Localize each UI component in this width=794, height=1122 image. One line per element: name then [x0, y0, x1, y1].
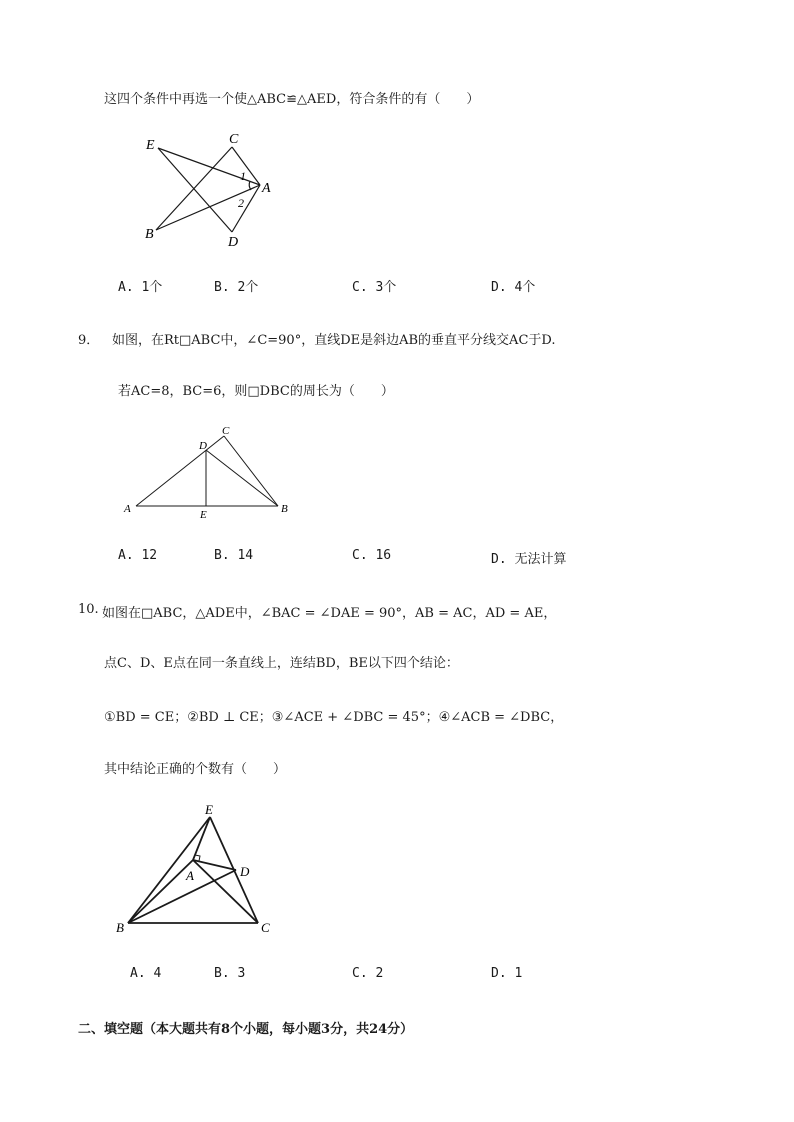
- q9-label-c: C: [222, 425, 230, 437]
- q9-figure: [118, 420, 298, 525]
- q10-stem-line4: 其中结论正确的个数有（ ）: [104, 762, 287, 777]
- q10-label-e: E: [205, 802, 213, 817]
- q8-figure: [140, 128, 290, 253]
- q10-option-b: B. 3: [214, 966, 246, 981]
- q10-label-c: C: [261, 920, 270, 935]
- q10-option-c: C. 2: [352, 966, 384, 981]
- q9-label-e: E: [200, 509, 207, 521]
- q10-stem-line3: ①BD = CE；②BD ⊥ CE；③∠ACE + ∠DBC = 45°；④∠ACB = ∠DBC，: [104, 710, 564, 725]
- q9-option-d: D. 无法计算: [491, 552, 567, 567]
- q8-label-e: E: [146, 138, 155, 153]
- q9-label-d: D: [199, 440, 207, 452]
- q9-stem-line1: 如图，在Rt□ABC中，∠C=90°，直线DE是斜边AB的垂直平分线交AC于D.: [112, 333, 556, 348]
- q10-option-a: A. 4: [130, 966, 162, 981]
- q10-stem-line2: 点C、D、E点在同一条直线上，连结BD，BE以下四个结论：: [104, 656, 459, 671]
- q9-option-a: A. 12: [118, 548, 158, 563]
- q9-label-b: B: [281, 503, 288, 515]
- q9-option-b: B. 14: [214, 548, 254, 563]
- q8-label-d: D: [228, 235, 239, 250]
- q9-stem-line2: 若AC=8，BC=6，则□DBC的周长为（ ）: [118, 384, 394, 399]
- q8-label-c: C: [229, 132, 239, 147]
- q10-label-d: D: [240, 864, 250, 879]
- q10-figure: [112, 798, 282, 938]
- q8-option-d: D. 4个: [491, 280, 536, 295]
- q10-option-d: D. 1: [491, 966, 523, 981]
- section2-heading: 二、填空题（本大题共有8个小题，每小题3分，共24分）: [78, 1022, 414, 1037]
- q8-label-angle1: 1: [240, 169, 246, 183]
- q9-label-a: A: [124, 503, 131, 515]
- q9-option-c: C. 16: [352, 548, 392, 563]
- q9-number: 9．: [78, 333, 100, 348]
- q8-label-b: B: [145, 227, 154, 242]
- q10-stem-line1: 如图在□ABC，△ADE中，∠BAC = ∠DAE = 90°，AB = AC，AD = AE，: [102, 606, 557, 621]
- q8-option-a: A. 1个: [118, 280, 163, 295]
- q10-label-a: A: [186, 868, 194, 883]
- q8-option-c: C. 3个: [352, 280, 397, 295]
- q8-label-angle2: 2: [238, 196, 244, 210]
- q8-option-b: B. 2个: [214, 280, 259, 295]
- q10-number: 10.: [78, 602, 99, 617]
- q10-label-b: B: [116, 920, 124, 935]
- q8-stem: 这四个条件中再选一个使△ABC≌△AED，符合条件的有（ ）: [104, 92, 480, 107]
- q8-label-a: A: [262, 181, 271, 196]
